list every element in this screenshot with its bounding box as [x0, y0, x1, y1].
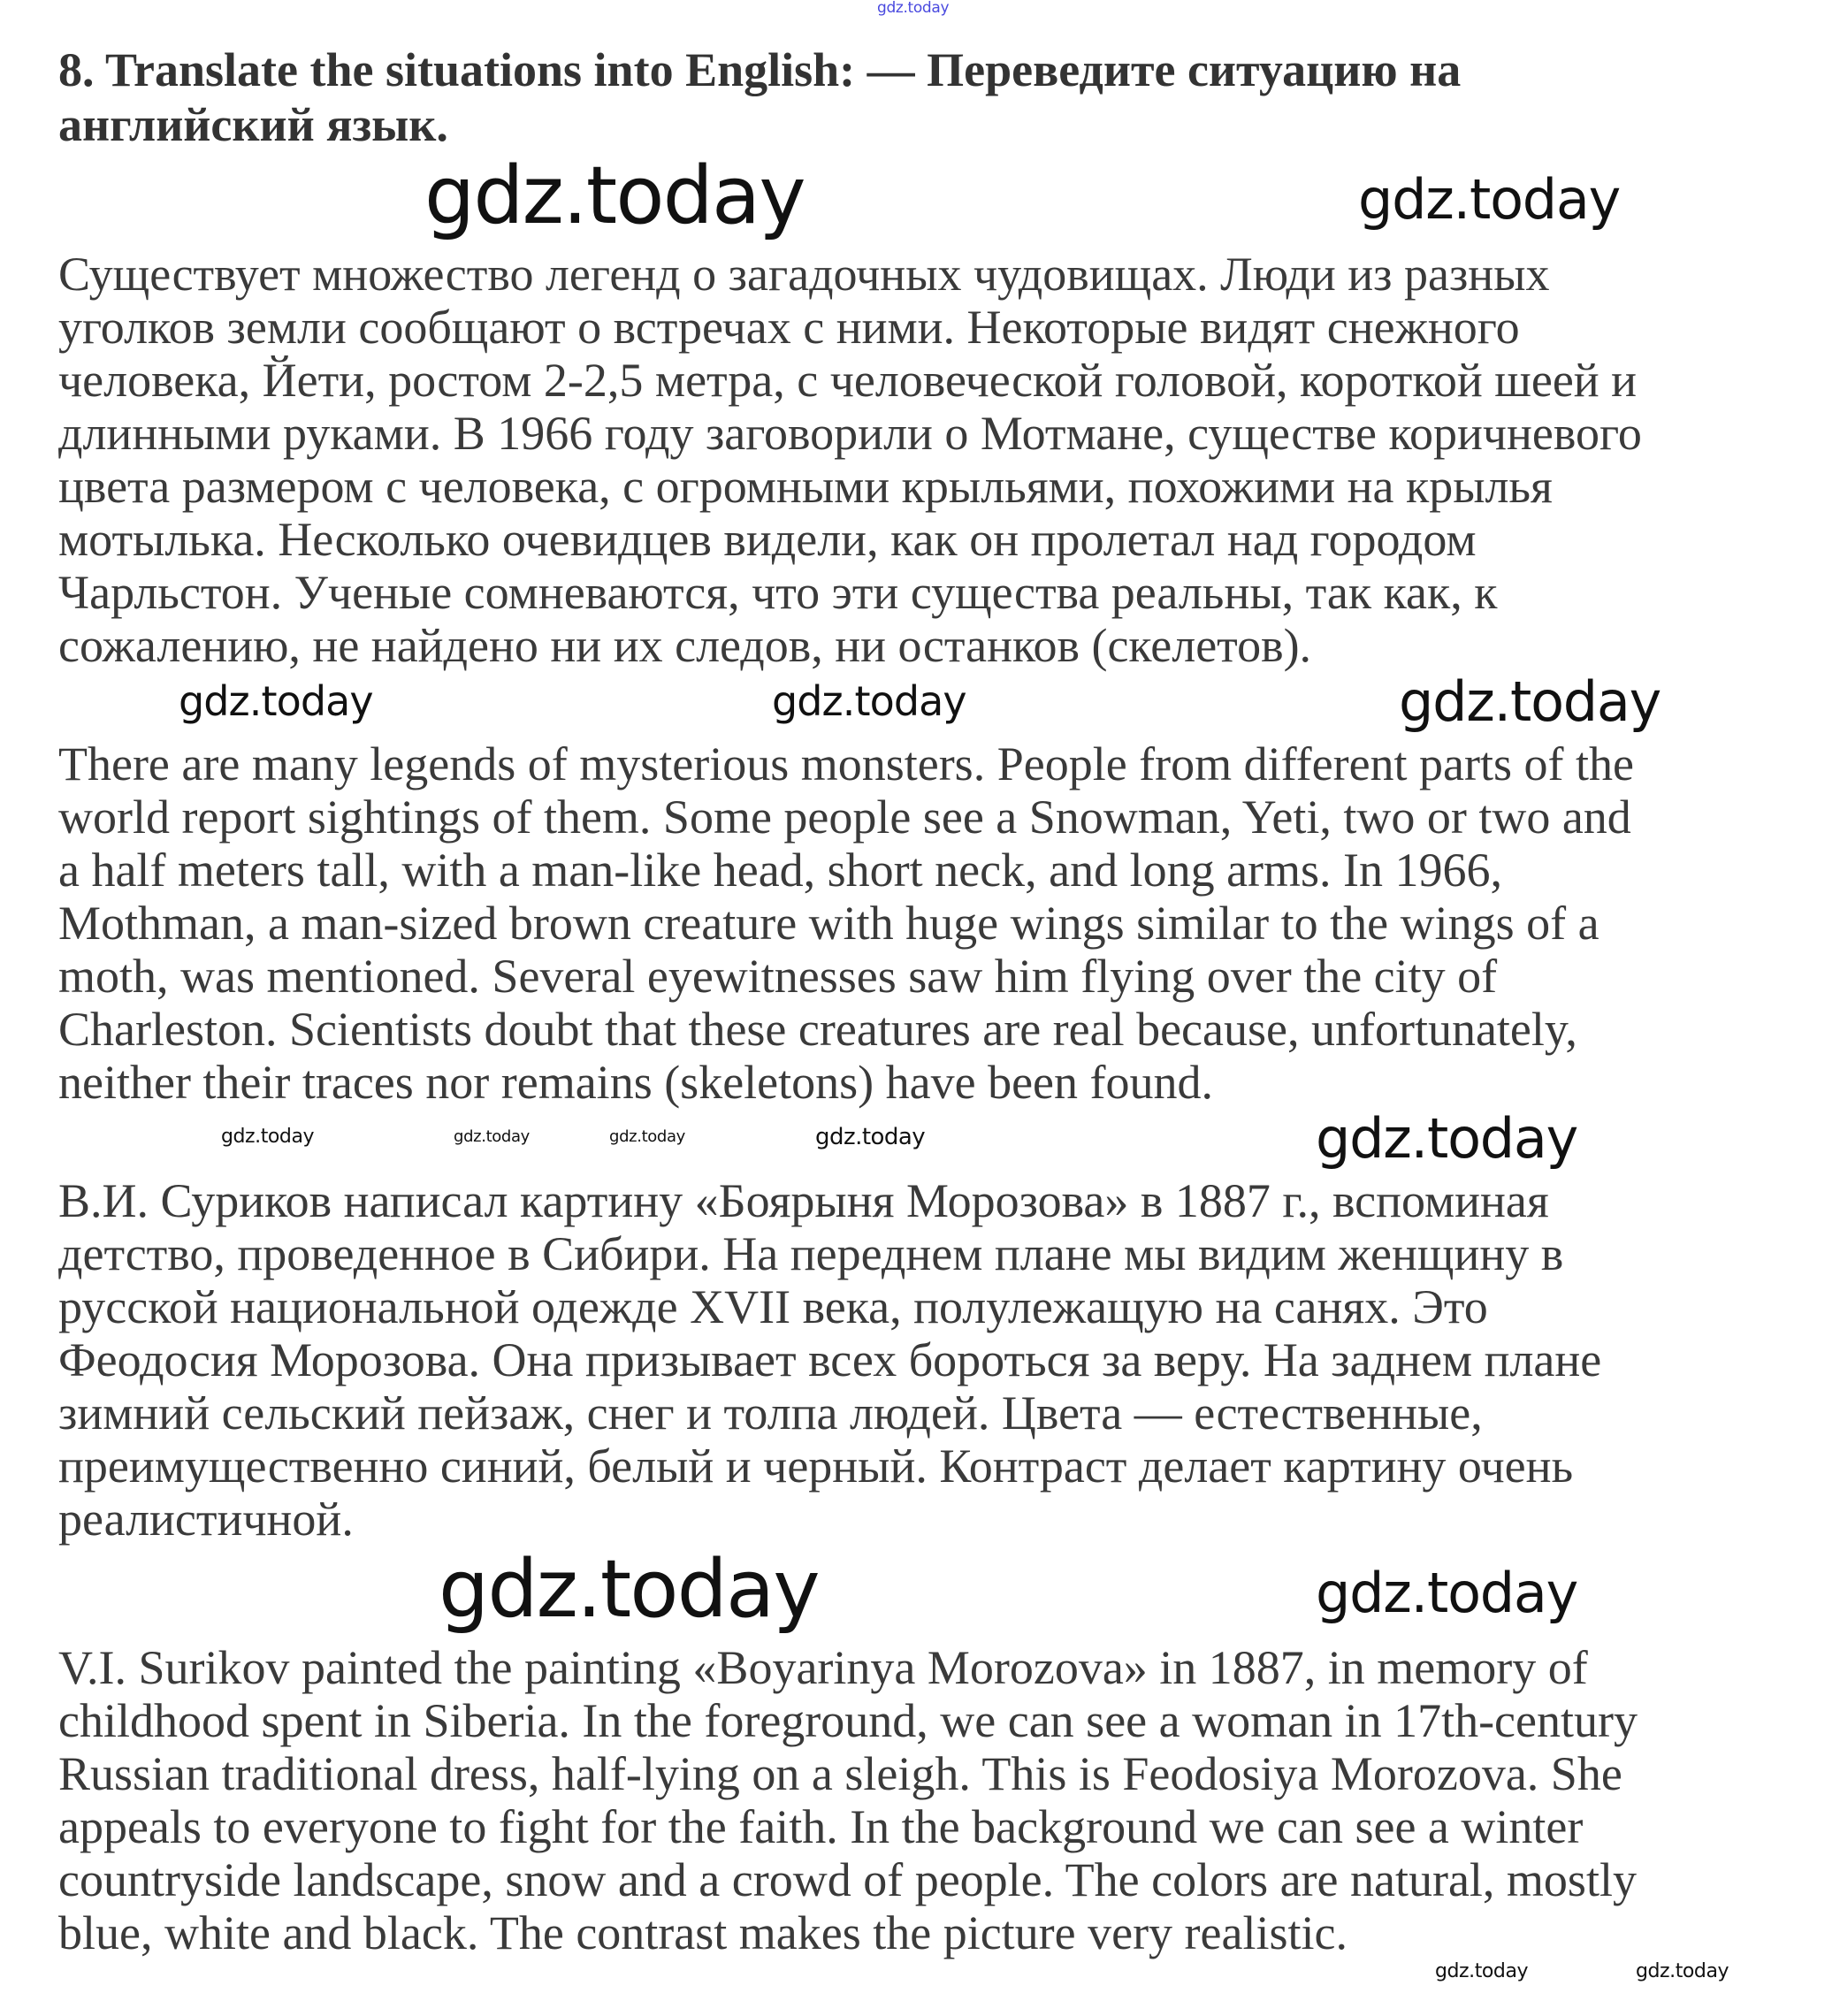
english-paragraph-surikov [58, 1641, 1840, 1959]
text-line: Mothman, a man-sized brown creature with huge wings similar to the wings of a [58, 897, 1600, 950]
text-line: childhood spent in Siberia. In the foreground, we can see a woman in 17th-century [58, 1694, 1638, 1747]
text-line: neither their traces nor remains (skeletons) have been found. [58, 1056, 1213, 1109]
spacer [0, 23, 1840, 42]
text-line: blue, white and black. The contrast makes the picture very realistic. [58, 1906, 1348, 1959]
watermark-row [0, 0, 1840, 23]
text-line: русской национальной одежде XVII века, полулежащую на санях. Это [58, 1280, 1488, 1333]
watermark: gdz.today [1636, 1960, 1729, 1982]
text-line: countryside landscape, snow and a crowd of people. The colors are natural, mostly [58, 1853, 1637, 1906]
watermark-row [0, 1106, 1840, 1174]
text-line: appeals to everyone to fight for the faith. In the background we can see a winter [58, 1800, 1584, 1853]
text-line: V.I. Surikov painted the painting «Boyarinya Morozova» in 1887, in memory of [58, 1641, 1588, 1694]
watermark: gdz.today [1435, 1960, 1529, 1982]
text-line: зимний сельский пейзаж, снег и толпа людей. Цвета — естественные, [58, 1386, 1483, 1439]
watermark-row [0, 149, 1840, 248]
text-line: moth, was mentioned. Several eyewitnesses saw him flying over the city of [58, 950, 1498, 1003]
text-line: преимущественно синий, белый и черный. Контраст делает картину очень [58, 1439, 1574, 1493]
watermark-row [0, 1959, 1840, 1986]
text-line: детство, проведенное в Сибири. На переднем плане мы видим женщину в [58, 1227, 1564, 1280]
text-line: Чарльстон. Ученые сомневаются, что эти существа реальны, так как, к [58, 566, 1498, 619]
watermark: gdz.today [772, 677, 966, 725]
russian-paragraph-surikov [58, 1174, 1840, 1546]
text-line: Существует множество легенд о загадочных чудовищах. Люди из разных [58, 248, 1550, 301]
title-line: 8. Translate the situations into English: — Переведите ситуацию на [58, 43, 1462, 96]
watermark: gdz.today [815, 1124, 926, 1150]
title-line: английский язык. [58, 98, 448, 151]
text-line: человека, Йети, ростом 2-2,5 метра, с человеческой головой, короткой шеей и [58, 354, 1638, 407]
text-line: мотылька. Несколько очевидцев видели, как он пролетал над городом [58, 513, 1477, 566]
text-line: Феодосия Морозова. Она призывает всех бороться за веру. На заднем плане [58, 1333, 1602, 1386]
text-line: цвета размером с человека, с огромными крыльями, похожими на крылья [58, 460, 1553, 513]
watermark-row [0, 669, 1840, 737]
text-line: В.И. Суриков написал картину «Боярыня Морозова» в 1887 г., вспоминая [58, 1174, 1549, 1227]
text-line: a half meters tall, with a man-like head, short neck, and long arms. In 1966, [58, 844, 1503, 897]
exercise-title [58, 42, 1840, 152]
watermark: gdz.today [221, 1126, 315, 1148]
text-line: world report sightings of them. Some people see a Snowman, Yeti, two or two and [58, 790, 1631, 844]
watermark: gdz.today [179, 677, 373, 725]
text-line: реалистичной. [58, 1493, 354, 1546]
watermark: gdz.today [1316, 1561, 1578, 1625]
text-line: длинными руками. В 1966 году заговорили о Мотмане, существе коричневого [58, 407, 1642, 460]
watermark: gdz.today [609, 1127, 685, 1146]
watermark: gdz.today [424, 149, 805, 242]
text-line: Russian traditional dress, half-lying on a sleigh. This is Feodosiya Morozova. She [58, 1747, 1622, 1800]
text-line: сожалению, не найдено ни их следов, ни останков (скелетов). [58, 619, 1312, 672]
english-paragraph-monsters [58, 737, 1840, 1109]
watermark: gdz.today [1316, 1106, 1578, 1171]
watermark: gdz.today [454, 1127, 530, 1146]
text-line: There are many legends of mysterious monsters. People from different parts of the [58, 737, 1634, 790]
text-line: Charleston. Scientists doubt that these creatures are real because, unfortunately, [58, 1003, 1577, 1056]
watermark: gdz.today [1358, 167, 1621, 232]
watermark: gdz.today [877, 0, 950, 17]
text-line: уголков земли сообщают о встречах с ними. Некоторые видят снежного [58, 301, 1520, 354]
watermark: gdz.today [439, 1543, 819, 1636]
watermark: gdz.today [1399, 669, 1661, 734]
watermark-row [0, 1543, 1840, 1641]
russian-paragraph-monsters [58, 248, 1840, 672]
